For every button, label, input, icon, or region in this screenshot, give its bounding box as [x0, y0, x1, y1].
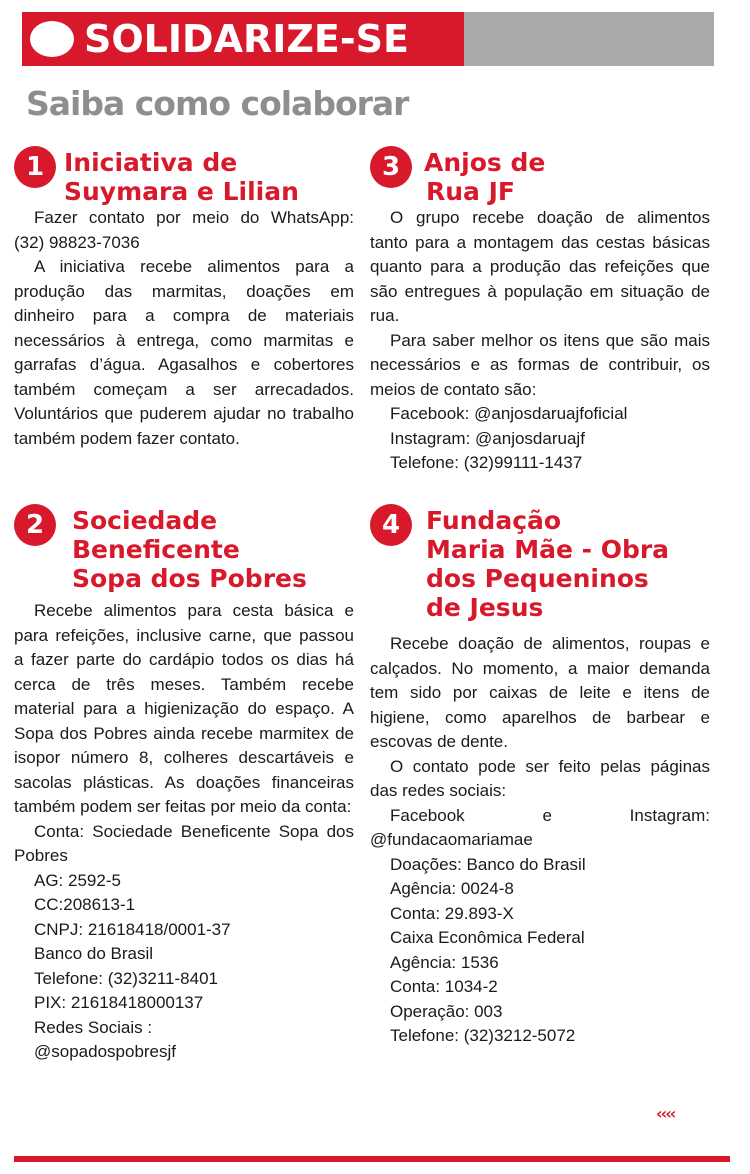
- section-number-badge: 2: [14, 504, 56, 546]
- info-line: CC:208613-1: [34, 895, 136, 914]
- heading-line: Sociedade: [72, 506, 218, 535]
- heading-line: Fundação: [426, 506, 562, 535]
- section-number-badge: 4: [370, 504, 412, 546]
- section-heading: [426, 506, 669, 622]
- heading-line: de Jesus: [426, 593, 544, 622]
- info-line: Operação: 003: [390, 1001, 503, 1021]
- heading-line: dos Pequeninos: [426, 564, 649, 593]
- info-line: Doações: Banco do Brasil: [390, 854, 586, 874]
- section-paragraph: Recebe doação de alimentos, roupas e calçados. No momento, a maior demanda tem sido por caixas de leite e itens de higiene, como aparelhos de barbear e escovas de dente.: [370, 634, 710, 751]
- section-body: [370, 632, 710, 1049]
- header-banner: [22, 12, 714, 66]
- info-line: Conta: 1034-2: [390, 977, 498, 996]
- section-paragraph: O contato pode ser feito pelas páginas das redes sociais:: [370, 756, 710, 800]
- info-line: Telefone: (32)99111-1437: [390, 453, 583, 472]
- section-paragraph: Facebook e Instagram: @fundacaomariamae: [370, 805, 710, 849]
- info-line: Agência: 1536: [390, 952, 499, 972]
- section-paragraph: Conta: Sociedade Beneficente Sopa dos Pobres: [14, 821, 354, 865]
- section-paragraph: Recebe alimentos para cesta básica e para refeições, inclusive carne, que passou a fazer parte do cardápio todos os dias há cerca de três meses. Também recebe material para a higienização do espaço. A Sopa dos Pobres ainda recebe marmitex de isopor número 8, colheres descartáveis e sacolas plásticas. As doações financeiras também podem ser feitas por meio da conta:: [14, 601, 354, 816]
- heading-line: Rua JF: [426, 177, 516, 206]
- info-line: Instagram: @anjosdaruajf: [390, 428, 585, 448]
- section-paragraph: Para saber melhor os itens que são mais necessários e as formas de contribuir, os meios de contato são:: [370, 330, 710, 399]
- info-line: CNPJ: 21618418/0001-37: [34, 919, 231, 939]
- section-heading: [64, 148, 299, 206]
- info-line: Conta: 29.893-X: [390, 903, 514, 923]
- section-body: [14, 206, 354, 451]
- heading-line: Anjos de: [424, 148, 546, 177]
- page-subtitle: Saiba como colaborar: [26, 84, 409, 123]
- page-title: SOLIDARIZE-SE: [84, 17, 409, 61]
- section-heading: [72, 506, 307, 593]
- heading-line: Suymara e Lilian: [64, 177, 299, 206]
- continuation-arrows-icon: ‹‹‹‹: [656, 1104, 675, 1123]
- bottom-divider: [14, 1156, 730, 1162]
- info-line: PIX: 21618418000137: [34, 993, 204, 1012]
- section-body: [14, 599, 354, 1065]
- heading-line: Sopa dos Pobres: [72, 564, 307, 593]
- info-line: Telefone: (32)3211-8401: [34, 968, 218, 988]
- info-line: AG: 2592-5: [34, 870, 121, 890]
- banner-dot-icon: [30, 21, 74, 57]
- section-body: [370, 206, 710, 476]
- heading-line: Beneficente: [72, 535, 240, 564]
- info-line: Agência: 0024-8: [390, 879, 514, 898]
- section-paragraph: O grupo recebe doação de alimentos tanto para a montagem das cestas básicas quanto para a produção das refeições que são entregues à população em situação de rua.: [370, 208, 710, 325]
- heading-line: Maria Mãe - Obra: [426, 535, 670, 564]
- section-number-badge: 1: [14, 146, 56, 188]
- info-line: Caixa Econômica Federal: [390, 928, 585, 947]
- info-line: @sopadospobresjf: [34, 1042, 177, 1061]
- banner-gray-block: [464, 12, 714, 66]
- info-line: Redes Sociais :: [34, 1017, 153, 1037]
- info-line: Banco do Brasil: [34, 944, 154, 963]
- section-number-badge: 3: [370, 146, 412, 188]
- info-line: Telefone: (32)3212-5072: [390, 1026, 576, 1045]
- section-heading: [424, 148, 545, 206]
- heading-line: Iniciativa de: [64, 148, 238, 177]
- section-paragraph: A iniciativa recebe alimentos para a produção das marmitas, doações em dinheiro para a compra de materiais necessários à entrega, como marmitas e garrafas d’água. Agasalhos e cobertores também começam a ser arrecadados. Voluntários que puderem ajudar no trabalho também podem fazer contato.: [14, 257, 354, 448]
- info-line: Facebook: @anjosdaruajfoficial: [390, 404, 628, 423]
- section-paragraph: Fazer contato por meio do WhatsApp: (32) 98823-7036: [14, 208, 354, 252]
